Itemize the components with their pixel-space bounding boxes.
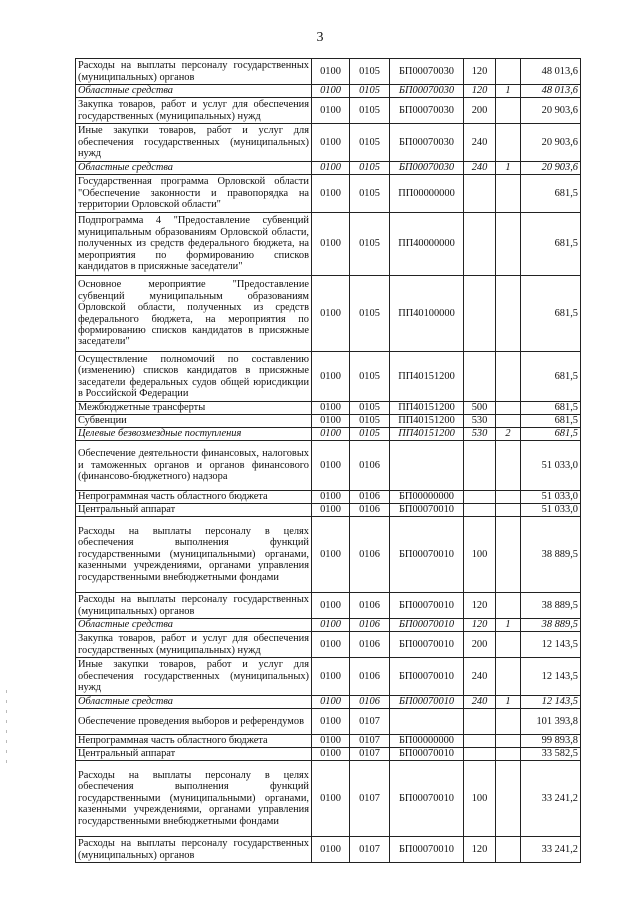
budget-table: [75, 58, 581, 863]
cell-section: 0100: [312, 213, 350, 276]
cell-expense-type: 120: [464, 85, 496, 98]
cell-expense-type: 120: [464, 837, 496, 863]
table-row: [76, 276, 581, 352]
cell-amount: 38 889,5: [521, 593, 581, 619]
cell-name: Субвенции: [76, 415, 312, 428]
cell-target-article: ПП40151200: [390, 415, 464, 428]
cell-section: 0100: [312, 491, 350, 504]
cell-funding-source: [496, 709, 521, 735]
cell-amount: 51 033,0: [521, 504, 581, 517]
cell-expense-type: 100: [464, 517, 496, 593]
table-row: [76, 352, 581, 402]
cell-name: Межбюджетные трансферты: [76, 402, 312, 415]
cell-subsection: 0106: [350, 619, 390, 632]
cell-section: 0100: [312, 696, 350, 709]
cell-section: 0100: [312, 593, 350, 619]
cell-funding-source: 1: [496, 696, 521, 709]
table-row: [76, 85, 581, 98]
cell-section: 0100: [312, 162, 350, 175]
cell-target-article: ПП40151200: [390, 402, 464, 415]
cell-funding-source: 1: [496, 162, 521, 175]
cell-funding-source: [496, 593, 521, 619]
cell-subsection: 0105: [350, 428, 390, 441]
cell-section: 0100: [312, 175, 350, 213]
cell-amount: 12 143,5: [521, 696, 581, 709]
cell-section: 0100: [312, 441, 350, 491]
cell-name: Обеспечение деятельности финансовых, налоговых и таможенных органов и органов финансового (финансово-бюджетного) надзора: [76, 441, 312, 491]
cell-expense-type: 240: [464, 162, 496, 175]
cell-section: 0100: [312, 124, 350, 162]
cell-subsection: 0105: [350, 415, 390, 428]
cell-expense-type: [464, 352, 496, 402]
cell-name: Центральный аппарат: [76, 504, 312, 517]
cell-section: 0100: [312, 761, 350, 837]
cell-funding-source: [496, 632, 521, 658]
cell-target-article: [390, 709, 464, 735]
cell-expense-type: 120: [464, 59, 496, 85]
table-row: [76, 696, 581, 709]
cell-subsection: 0107: [350, 748, 390, 761]
cell-name: Подпрограмма 4 "Предоставление субвенций муниципальным образованиям Орловской области, полученных из средств федерального бюджета, на мероприятия по формированию списков кандидатов в присяжные заседатели": [76, 213, 312, 276]
cell-name: Непрограммная часть областного бюджета: [76, 735, 312, 748]
cell-subsection: 0107: [350, 735, 390, 748]
cell-funding-source: [496, 352, 521, 402]
cell-amount: 681,5: [521, 352, 581, 402]
cell-expense-type: [464, 213, 496, 276]
cell-funding-source: [496, 276, 521, 352]
cell-name: Областные средства: [76, 619, 312, 632]
cell-expense-type: [464, 441, 496, 491]
cell-expense-type: 200: [464, 98, 496, 124]
cell-amount: 20 903,6: [521, 124, 581, 162]
cell-amount: 12 143,5: [521, 658, 581, 696]
cell-amount: 99 893,8: [521, 735, 581, 748]
cell-name: Расходы на выплаты персоналу в целях обеспечения выполнения функций государственными (муниципальными) органами, казенными учреждениями, органами управления государственными внебюджетными фондами: [76, 517, 312, 593]
table-row: [76, 632, 581, 658]
cell-section: 0100: [312, 276, 350, 352]
budget-table-body: [76, 59, 581, 863]
cell-expense-type: 240: [464, 658, 496, 696]
cell-amount: 51 033,0: [521, 441, 581, 491]
cell-amount: 681,5: [521, 428, 581, 441]
cell-target-article: БП00070010: [390, 837, 464, 863]
cell-expense-type: [464, 735, 496, 748]
cell-amount: 33 241,2: [521, 761, 581, 837]
cell-expense-type: 500: [464, 402, 496, 415]
cell-expense-type: [464, 748, 496, 761]
cell-name: Целевые безвозмездные поступления: [76, 428, 312, 441]
table-row: [76, 124, 581, 162]
cell-subsection: 0107: [350, 761, 390, 837]
cell-section: 0100: [312, 709, 350, 735]
cell-name: Иные закупки товаров, работ и услуг для обеспечения государственных (муниципальных) нужд: [76, 124, 312, 162]
cell-expense-type: 240: [464, 696, 496, 709]
cell-target-article: БП00000000: [390, 491, 464, 504]
cell-subsection: 0105: [350, 352, 390, 402]
cell-target-article: БП00070030: [390, 98, 464, 124]
cell-target-article: БП00070030: [390, 85, 464, 98]
cell-funding-source: [496, 735, 521, 748]
cell-target-article: ПП40100000: [390, 276, 464, 352]
cell-expense-type: [464, 175, 496, 213]
table-row: [76, 593, 581, 619]
cell-name: Основное мероприятие "Предоставление субвенций муниципальным образованиям Орловской области, полученных из средств федерального бюджета, на мероприятия по формированию списков кандидатов в присяжные заседатели": [76, 276, 312, 352]
cell-name: Областные средства: [76, 85, 312, 98]
cell-subsection: 0105: [350, 162, 390, 175]
cell-name: Обеспечение проведения выборов и референдумов: [76, 709, 312, 735]
cell-name: Непрограммная часть областного бюджета: [76, 491, 312, 504]
cell-name: Иные закупки товаров, работ и услуг для обеспечения государственных (муниципальных) нужд: [76, 658, 312, 696]
table-row: [76, 98, 581, 124]
cell-expense-type: [464, 276, 496, 352]
cell-funding-source: [496, 748, 521, 761]
cell-amount: 20 903,6: [521, 162, 581, 175]
cell-subsection: 0105: [350, 124, 390, 162]
cell-amount: 38 889,5: [521, 619, 581, 632]
table-row: [76, 837, 581, 863]
cell-funding-source: [496, 837, 521, 863]
cell-target-article: ПП40151200: [390, 352, 464, 402]
cell-funding-source: [496, 175, 521, 213]
table-row: [76, 213, 581, 276]
cell-section: 0100: [312, 415, 350, 428]
cell-funding-source: 2: [496, 428, 521, 441]
cell-section: 0100: [312, 98, 350, 124]
cell-name: Областные средства: [76, 162, 312, 175]
cell-amount: 38 889,5: [521, 517, 581, 593]
cell-subsection: 0105: [350, 59, 390, 85]
cell-funding-source: [496, 213, 521, 276]
cell-target-article: БП00070010: [390, 632, 464, 658]
cell-target-article: БП00070010: [390, 517, 464, 593]
cell-funding-source: [496, 517, 521, 593]
cell-target-article: БП00070010: [390, 696, 464, 709]
cell-section: 0100: [312, 837, 350, 863]
cell-amount: 33 241,2: [521, 837, 581, 863]
table-row: [76, 748, 581, 761]
cell-subsection: 0105: [350, 276, 390, 352]
cell-subsection: 0106: [350, 517, 390, 593]
cell-target-article: БП00070030: [390, 59, 464, 85]
cell-funding-source: [496, 124, 521, 162]
cell-subsection: 0105: [350, 213, 390, 276]
cell-section: 0100: [312, 632, 350, 658]
cell-subsection: 0106: [350, 504, 390, 517]
cell-target-article: БП00070030: [390, 124, 464, 162]
cell-section: 0100: [312, 428, 350, 441]
table-row: [76, 402, 581, 415]
cell-funding-source: 1: [496, 85, 521, 98]
cell-name: Расходы на выплаты персоналу государственных (муниципальных) органов: [76, 59, 312, 85]
cell-funding-source: [496, 761, 521, 837]
table-row: [76, 59, 581, 85]
cell-funding-source: [496, 658, 521, 696]
cell-target-article: ПП00000000: [390, 175, 464, 213]
cell-expense-type: 530: [464, 415, 496, 428]
page-number: 3: [316, 30, 324, 45]
table-row: [76, 504, 581, 517]
table-row: [76, 619, 581, 632]
cell-target-article: БП00070010: [390, 658, 464, 696]
cell-amount: 681,5: [521, 276, 581, 352]
cell-target-article: БП00070010: [390, 504, 464, 517]
table-row: [76, 735, 581, 748]
cell-funding-source: [496, 98, 521, 124]
cell-expense-type: 240: [464, 124, 496, 162]
cell-target-article: [390, 441, 464, 491]
cell-funding-source: [496, 402, 521, 415]
cell-name: Осуществление полномочий по составлению (изменению) списков кандидатов в присяжные заседатели федеральных судов общей юрисдикции в Российской Федерации: [76, 352, 312, 402]
cell-amount: 20 903,6: [521, 98, 581, 124]
cell-name: Закупка товаров, работ и услуг для обеспечения государственных (муниципальных) нужд: [76, 632, 312, 658]
cell-target-article: ПП40151200: [390, 428, 464, 441]
cell-amount: 48 013,6: [521, 85, 581, 98]
cell-funding-source: [496, 504, 521, 517]
cell-expense-type: [464, 709, 496, 735]
table-row: [76, 162, 581, 175]
cell-section: 0100: [312, 619, 350, 632]
cell-name: Областные средства: [76, 696, 312, 709]
cell-expense-type: 530: [464, 428, 496, 441]
cell-expense-type: 100: [464, 761, 496, 837]
cell-subsection: 0106: [350, 491, 390, 504]
cell-funding-source: [496, 491, 521, 504]
cell-subsection: 0105: [350, 175, 390, 213]
cell-section: 0100: [312, 517, 350, 593]
cell-target-article: БП00070010: [390, 619, 464, 632]
table-row: [76, 415, 581, 428]
cell-target-article: БП00070010: [390, 748, 464, 761]
cell-name: Государственная программа Орловской области "Обеспечение законности и правопорядка на территории Орловской области": [76, 175, 312, 213]
table-row: [76, 441, 581, 491]
cell-subsection: 0107: [350, 837, 390, 863]
cell-expense-type: 120: [464, 619, 496, 632]
cell-funding-source: [496, 59, 521, 85]
cell-amount: 33 582,5: [521, 748, 581, 761]
cell-amount: 681,5: [521, 213, 581, 276]
cell-amount: 681,5: [521, 402, 581, 415]
cell-expense-type: 120: [464, 593, 496, 619]
cell-subsection: 0107: [350, 709, 390, 735]
table-row: [76, 175, 581, 213]
cell-amount: 48 013,6: [521, 59, 581, 85]
cell-subsection: 0106: [350, 696, 390, 709]
cell-expense-type: [464, 504, 496, 517]
cell-subsection: 0106: [350, 658, 390, 696]
table-row: [76, 517, 581, 593]
cell-target-article: БП00070010: [390, 593, 464, 619]
cell-section: 0100: [312, 735, 350, 748]
table-row: [76, 709, 581, 735]
cell-target-article: БП00070010: [390, 761, 464, 837]
cell-amount: 101 393,8: [521, 709, 581, 735]
cell-name: Закупка товаров, работ и услуг для обеспечения государственных (муниципальных) нужд: [76, 98, 312, 124]
cell-subsection: 0105: [350, 402, 390, 415]
cell-name: Центральный аппарат: [76, 748, 312, 761]
cell-section: 0100: [312, 352, 350, 402]
cell-section: 0100: [312, 59, 350, 85]
cell-expense-type: [464, 491, 496, 504]
cell-expense-type: 200: [464, 632, 496, 658]
cell-target-article: ПП40000000: [390, 213, 464, 276]
cell-amount: 681,5: [521, 175, 581, 213]
cell-name: Расходы на выплаты персоналу в целях обеспечения выполнения функций государственными (муниципальными) органами, казенными учреждениями, органами управления государственными внебюджетными фондами: [76, 761, 312, 837]
cell-amount: 681,5: [521, 415, 581, 428]
table-row: [76, 658, 581, 696]
cell-section: 0100: [312, 748, 350, 761]
cell-subsection: 0106: [350, 593, 390, 619]
cell-amount: 51 033,0: [521, 491, 581, 504]
table-row: [76, 491, 581, 504]
cell-section: 0100: [312, 402, 350, 415]
table-row: [76, 428, 581, 441]
cell-section: 0100: [312, 504, 350, 517]
cell-target-article: БП00070030: [390, 162, 464, 175]
cell-target-article: БП00000000: [390, 735, 464, 748]
cell-section: 0100: [312, 85, 350, 98]
cell-amount: 12 143,5: [521, 632, 581, 658]
cell-subsection: 0106: [350, 441, 390, 491]
cell-funding-source: 1: [496, 619, 521, 632]
table-row: [76, 761, 581, 837]
cell-subsection: 0106: [350, 632, 390, 658]
cell-subsection: 0105: [350, 98, 390, 124]
cell-section: 0100: [312, 658, 350, 696]
cell-funding-source: [496, 415, 521, 428]
cell-subsection: 0105: [350, 85, 390, 98]
cell-name: Расходы на выплаты персоналу государственных (муниципальных) органов: [76, 837, 312, 863]
cell-funding-source: [496, 441, 521, 491]
cell-name: Расходы на выплаты персоналу государственных (муниципальных) органов: [76, 593, 312, 619]
